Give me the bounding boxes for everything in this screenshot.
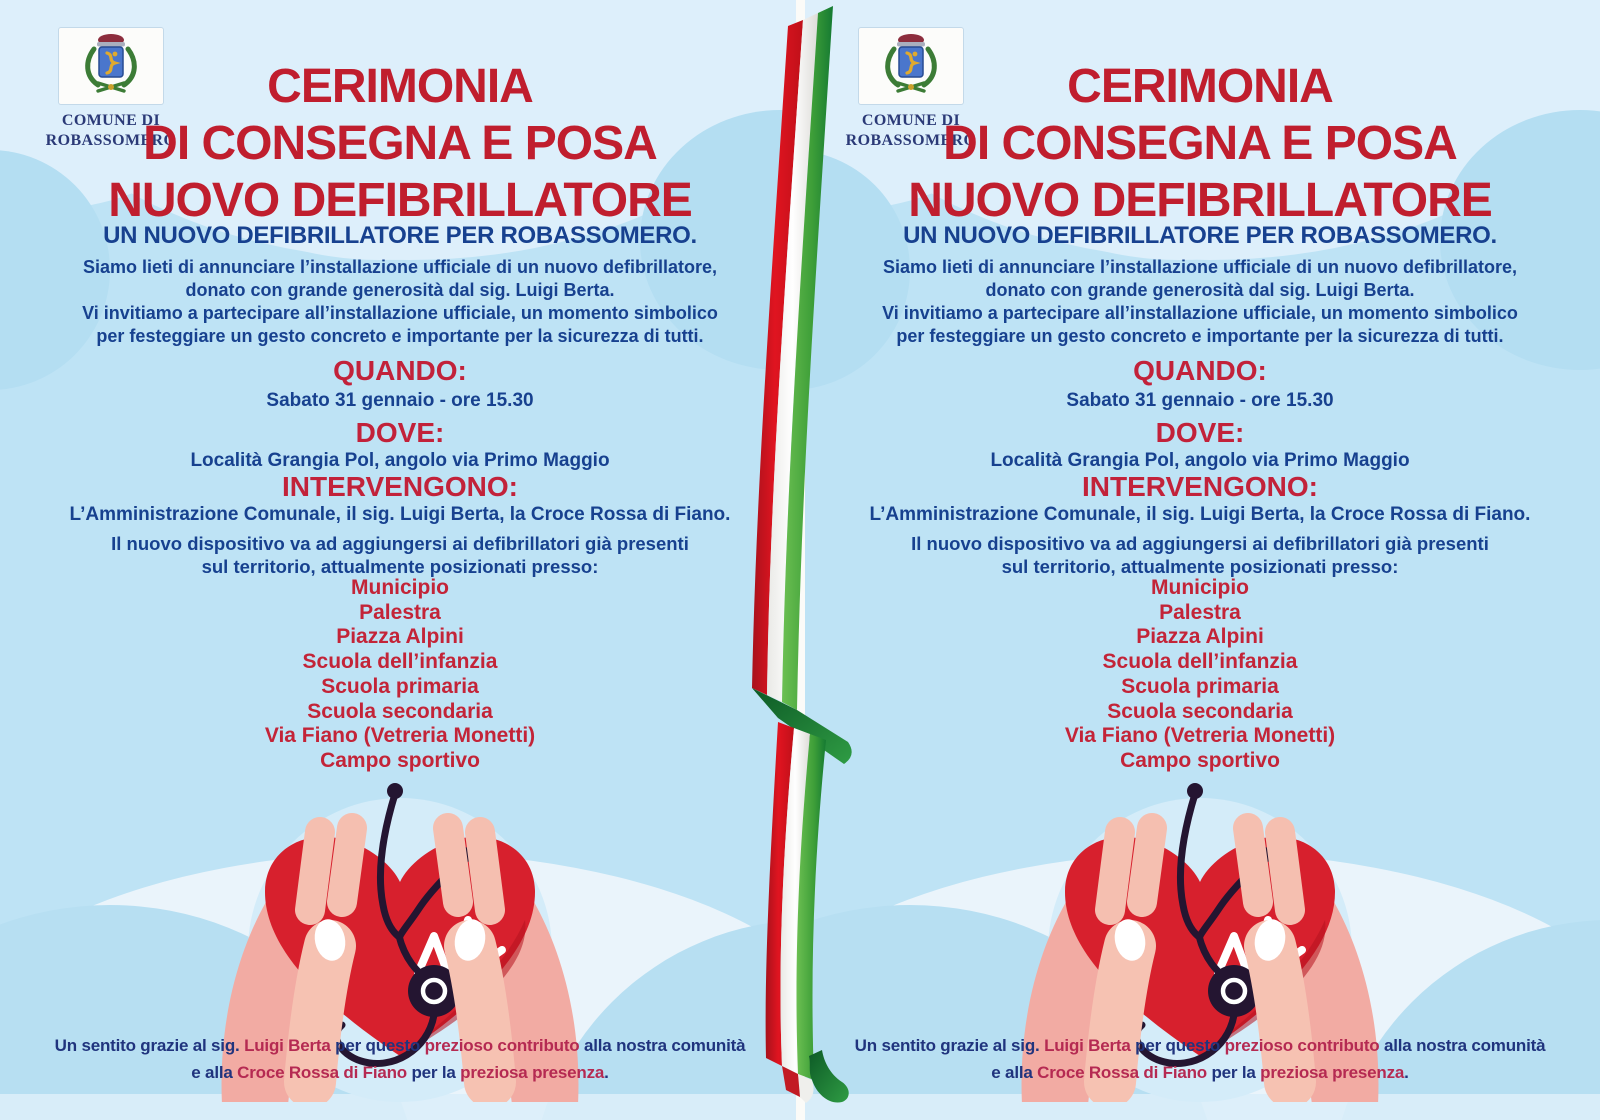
locations-intro xyxy=(800,532,1600,578)
where-text: Località Grangia Pol, angolo via Primo Maggio xyxy=(990,450,1410,471)
stethoscope-earpiece xyxy=(1187,783,1203,799)
intro-line: Siamo lieti di annunciare l’installazione ufficiale di un nuovo defibrillatore, xyxy=(882,257,1518,277)
thanks-segment: Un sentito grazie al sig. xyxy=(54,1036,245,1055)
thanks-segment: per la xyxy=(1206,1063,1261,1082)
right-poster-copy xyxy=(800,0,1600,1120)
intro-line: per festeggiare un gesto concreto e importante per la sicurezza di tutti. xyxy=(96,326,704,346)
intro-line: donato con grande generosità dal sig. Luigi Berta. xyxy=(185,280,615,300)
intro-line: Vi invitiamo a partecipare all’installazione ufficiale, un momento simbolico xyxy=(882,303,1518,323)
intro-paragraph xyxy=(800,256,1600,348)
thanks-segment: prezioso contributo xyxy=(424,1036,580,1055)
intro-line: donato con grande generosità dal sig. Luigi Berta. xyxy=(985,280,1415,300)
poster-title xyxy=(0,58,800,229)
intro-line: Vi invitiamo a partecipare all’installazione ufficiale, un momento simbolico xyxy=(82,303,718,323)
thanks-segment: preziosa presenza xyxy=(1260,1063,1405,1082)
municipality-name-line2: ROBASSOMERO xyxy=(45,132,177,149)
thanks-segment: per la xyxy=(406,1063,461,1082)
thanks-segment: prezioso contributo xyxy=(1224,1036,1380,1055)
location-item: Municipio xyxy=(1151,576,1249,599)
speakers-heading: INTERVENGONO: xyxy=(1082,471,1318,502)
flyer-poster xyxy=(800,0,1600,1120)
location-item: Scuola secondaria xyxy=(1107,699,1293,723)
poster-subtitle: UN NUOVO DEFIBRILLATORE PER ROBASSOMERO. xyxy=(103,222,697,249)
municipality-name-line1: COMUNE DI xyxy=(61,112,161,129)
location-item: Palestra xyxy=(359,600,441,624)
speakers-text: L’Amministrazione Comunale, il sig. Luigi Berta, la Croce Rossa di Fiano. xyxy=(69,504,731,525)
locations-intro-line: sul territorio, attualmente posizionati presso: xyxy=(201,556,599,577)
thanks-segment: e alla xyxy=(191,1063,238,1082)
location-item: Campo sportivo xyxy=(320,748,480,772)
thanks-line-2 xyxy=(800,1059,1600,1086)
defibrillator-locations-list xyxy=(800,576,1600,774)
thanks-segment: Un sentito grazie al sig. xyxy=(854,1036,1045,1055)
poster-title xyxy=(800,58,1600,229)
italian-flag-ribbon-icon xyxy=(720,0,880,1120)
title-line-3: NUOVO DEFIBRILLATORE xyxy=(908,174,1492,227)
defibrillator-locations-list xyxy=(0,576,800,774)
ribbon-curl-green xyxy=(809,1050,849,1103)
title-line-1: CERIMONIA xyxy=(267,60,533,113)
locations-intro-line: sul territorio, attualmente posizionati presso: xyxy=(1001,556,1399,577)
when-text: Sabato 31 gennaio - ore 15.30 xyxy=(1066,390,1334,411)
locations-intro xyxy=(0,532,800,578)
speakers-heading: INTERVENGONO: xyxy=(282,471,518,502)
thanks-segment: . xyxy=(604,1063,609,1082)
location-item: Piazza Alpini xyxy=(1136,625,1264,649)
location-item: Scuola primaria xyxy=(1121,674,1279,698)
thanks-segment: Croce Rossa di Fiano xyxy=(1037,1063,1207,1082)
location-item: Scuola primaria xyxy=(321,674,479,698)
poster-subtitle: UN NUOVO DEFIBRILLATORE PER ROBASSOMERO. xyxy=(903,222,1497,249)
locations-intro-line: Il nuovo dispositivo va ad aggiungersi ai defibrillatori già presenti xyxy=(111,533,689,554)
location-item: Scuola secondaria xyxy=(307,699,493,723)
thanks-segment: Luigi Berta xyxy=(1044,1036,1131,1055)
intro-line: Siamo lieti di annunciare l’installazione ufficiale di un nuovo defibrillatore, xyxy=(82,257,718,277)
thanks-line-1 xyxy=(800,1032,1600,1059)
title-line-2: DI CONSEGNA E POSA xyxy=(943,117,1457,170)
thanks-note xyxy=(0,1032,800,1086)
thanks-segment: . xyxy=(1404,1063,1409,1082)
thanks-segment: e alla xyxy=(991,1063,1038,1082)
location-item: Municipio xyxy=(351,576,449,599)
title-line-1: CERIMONIA xyxy=(1067,60,1333,113)
location-item: Via Fiano (Vetreria Monetti) xyxy=(1064,724,1336,748)
thanks-segment: alla nostra comunità xyxy=(1379,1036,1546,1055)
when-heading: QUANDO: xyxy=(1133,355,1267,386)
thanks-segment: preziosa presenza xyxy=(460,1063,605,1082)
municipality-name-line1: COMUNE DI xyxy=(861,112,961,129)
where-heading: DOVE: xyxy=(355,417,445,448)
where-text: Località Grangia Pol, angolo via Primo Maggio xyxy=(190,450,610,471)
speakers-text: L’Amministrazione Comunale, il sig. Luigi Berta, la Croce Rossa di Fiano. xyxy=(869,504,1531,525)
thanks-line-2 xyxy=(0,1059,800,1086)
thanks-segment: Luigi Berta xyxy=(244,1036,331,1055)
locations-intro-line: Il nuovo dispositivo va ad aggiungersi ai defibrillatori già presenti xyxy=(911,533,1489,554)
title-line-3: NUOVO DEFIBRILLATORE xyxy=(108,174,692,227)
location-item: Scuola dell’infanzia xyxy=(1102,650,1298,674)
when-text: Sabato 31 gennaio - ore 15.30 xyxy=(266,390,534,411)
location-item: Scuola dell’infanzia xyxy=(302,650,498,674)
thanks-segment: per questo xyxy=(1130,1036,1225,1055)
when-heading: QUANDO: xyxy=(333,355,467,386)
where-heading: DOVE: xyxy=(1155,417,1245,448)
thanks-segment: per questo xyxy=(330,1036,425,1055)
location-item: Campo sportivo xyxy=(1120,748,1280,772)
thanks-segment: Croce Rossa di Fiano xyxy=(237,1063,407,1082)
thanks-line-1 xyxy=(0,1032,800,1059)
stethoscope-earpiece xyxy=(387,783,403,799)
thanks-note xyxy=(800,1032,1600,1086)
title-line-2: DI CONSEGNA E POSA xyxy=(143,117,657,170)
thanks-segment: alla nostra comunità xyxy=(579,1036,746,1055)
municipality-name-line2: ROBASSOMERO xyxy=(845,132,977,149)
location-item: Via Fiano (Vetreria Monetti) xyxy=(264,724,536,748)
location-item: Palestra xyxy=(1159,600,1241,624)
intro-paragraph xyxy=(0,256,800,348)
location-item: Piazza Alpini xyxy=(336,625,464,649)
intro-line: per festeggiare un gesto concreto e importante per la sicurezza di tutti. xyxy=(896,326,1504,346)
